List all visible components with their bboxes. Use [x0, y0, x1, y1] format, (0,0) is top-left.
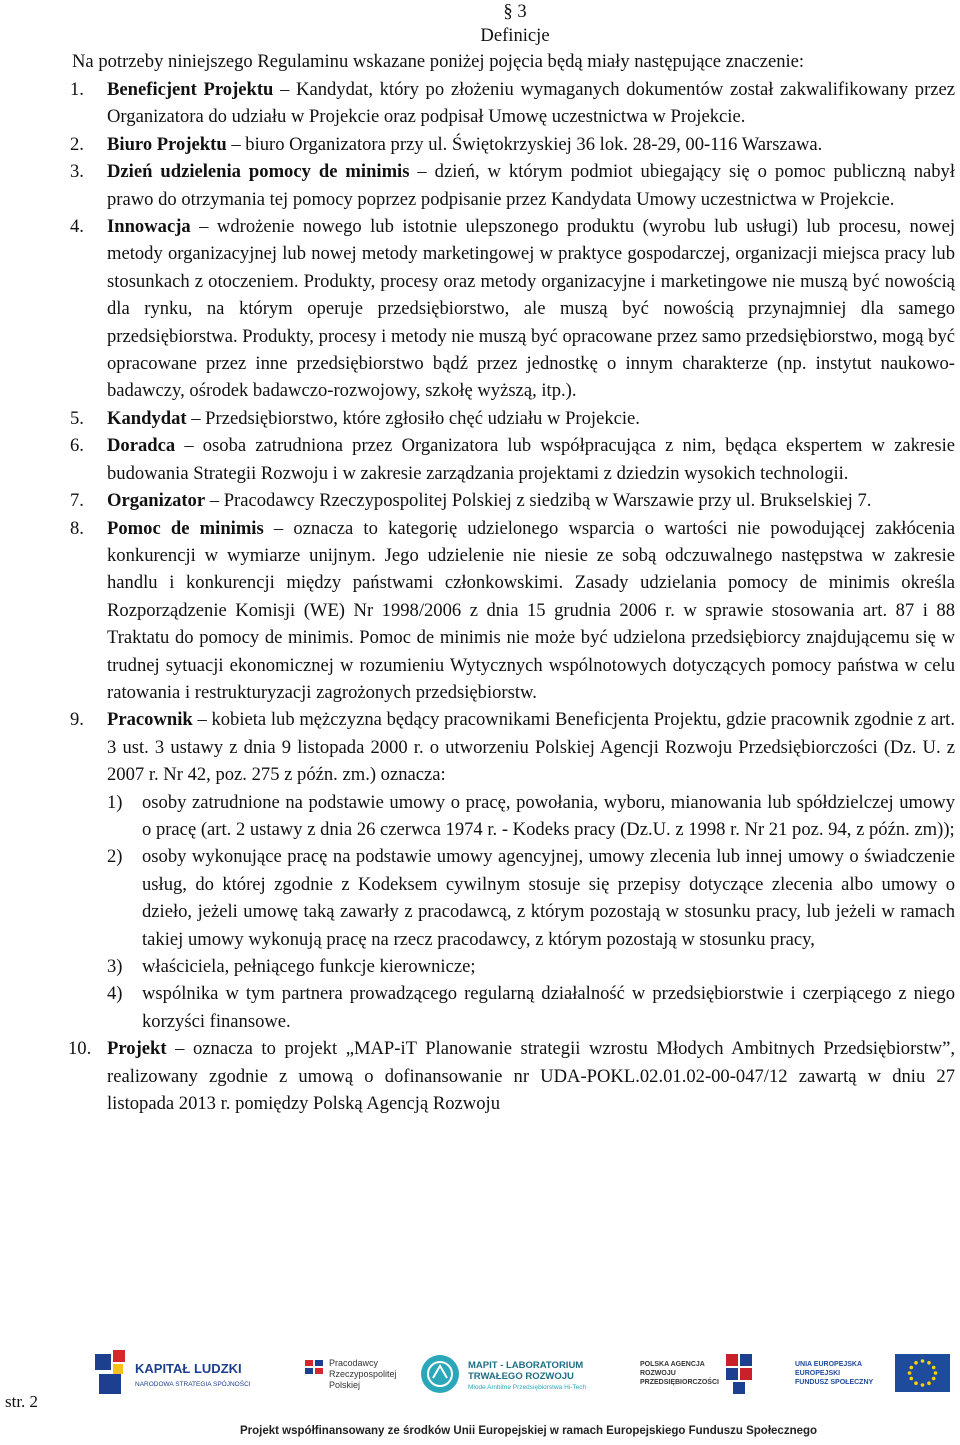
definition-text: – osoba zatrudniona przez Organizatora lub współpracująca z nim, będąca ekspertem w zakresie budowania Strategii Rozwoju i w zakresie zarządzania projektami z dziedzin wysokich technologii.: [107, 435, 955, 484]
definition-item: [70, 706, 955, 1035]
definition-term: Pomoc de minimis: [107, 517, 264, 539]
worker-categories-list: [107, 789, 955, 1036]
definition-text: – Kandydat, który po złożeniu wymaganych dokumentów został zakwalifikowany przez Organizatora do udziału w Projekcie oraz podpisał Umowę uczestnictwa w Projekcie.: [107, 79, 956, 128]
mapit-emblem-icon: [420, 1348, 630, 1403]
definition-term: Kandydat: [107, 407, 187, 429]
mapit-line1: MAPIT - LABORATORIUM: [468, 1360, 584, 1371]
definition-item: [70, 515, 955, 707]
mapit-line2: TRWAŁEGO ROZWOJU: [468, 1371, 574, 1382]
item-number: 4.: [70, 216, 84, 238]
item-number: 7.: [70, 490, 84, 512]
definition-text: – Przedsiębiorstwo, które zgłosiło chęć udziału w Projekcie.: [186, 407, 640, 429]
parp-line3: PRZEDSIĘBIORCZOŚCI: [640, 1379, 719, 1386]
section-title: Definicje: [480, 25, 550, 46]
parp-line2: ROZWOJU: [640, 1370, 676, 1377]
definition-term: Doradca: [107, 435, 176, 457]
item-number: 3): [107, 956, 123, 977]
list-item: [107, 789, 955, 844]
pracodawcy-line2: Rzeczypospolitej: [329, 1369, 397, 1379]
definition-term: Dzień udzielenia pomocy de minimis: [107, 161, 410, 183]
definition-term: Biuro Projektu: [107, 133, 227, 155]
definition-text: – Pracodawcy Rzeczypospolitej Polskiej z siedzibą w Warszawie przy ul. Brukselskiej 7.: [205, 490, 872, 512]
item-number: 4): [107, 983, 123, 1005]
list-item-text: wspólnika w tym partnera prowadzącego regularną działalność w przedsiębiorstwie i czerpiącego z niego korzyści finansowe.: [142, 983, 955, 1032]
definition-item: [70, 432, 955, 487]
item-number: 1): [107, 791, 123, 813]
definition-text: – dzień, w którym podmiot ubiegający się o pomoc publiczną nabył prawo do otrzymania tej pomocy poprzez podpisanie przez Kandydata Umowy uczestnictwa w Projekcie.: [107, 161, 956, 210]
funding-note: Projekt współfinansowany ze środków Unii Europejskiej w ramach Europejskiego Funduszu Społecznego: [240, 1425, 818, 1437]
definition-term: Pracownik: [107, 709, 193, 731]
list-item: [107, 843, 955, 953]
definition-item: [70, 213, 955, 405]
list-item: [107, 980, 955, 1035]
pracodawcy-logo: [305, 1348, 415, 1403]
definition-text: – wdrożenie nowego lub istotnie ulepszonego produktu (wyrobu lub usługi) lub procesu, nowej metody organizacyjnej lub nowej metody marketingowej w praktyce gospodarczej, organizacji miejsca pracy lub stosunkach z otoczeniem. Produkty, procesy oraz metody organizacyjne i marketingowe nie muszą być nowością dla rynku, na którym operuje przedsiębiorstwo, ale muszą być nowością przynajmniej dla samego przedsiębiorstwa. Produkty, procesy i metody nie muszą być opracowane przez samo przedsiębiorstwo, mogą być opracowane przez inne przedsiębiorstwo bądź przez jednostkę o innym charakterze (np. instytut naukowo-badawczy, ośrodek badawczo-rozwojowy, szkołę wyższą, itp.).: [107, 216, 955, 402]
definition-item: [70, 487, 955, 514]
item-number: 10.: [68, 1038, 92, 1060]
definition-text: – kobieta lub mężczyzna będący pracownikami Beneficjenta Projektu, gdzie pracownik zgodnie z art. 3 ust. 3 ustawy z dnia 9 listopada 2000 r. o utworzeniu Polskiej Agencji Rozwoju Przedsiębiorczości (Dz. U. z 2007 r. Nr 42, poz. 275 z późn. zm.) oznacza:: [107, 709, 955, 786]
pracodawcy-line1: Pracodawcy: [329, 1358, 379, 1368]
list-item-text: osoby zatrudnione na podstawie umowy o pracę, powołania, wyboru, mianowania lub spółdzielczej umowy o pracę (art. 2 ustawy z dnia 26 czerwca 1974 r. - Kodeks pracy (Dz.U. z 1998 r. Nr 21 poz. 94, z późn. zm));: [142, 791, 955, 840]
eu-line1: UNIA EUROPEJSKA: [795, 1361, 863, 1368]
definitions-list: [70, 76, 955, 1117]
definition-text: – oznacza to projekt „MAP-iT Planowanie strategii wzrostu Młodych Ambitnych Przedsiębiorstw”, realizowany zgodnie z umową o dofinansowanie nr UDA-POKL.02.01.02-00-047/12 zawartą w dniu 27 listopada 2013 r. pomiędzy Polską Agencją Rozwoju: [107, 1038, 955, 1115]
definition-term: Beneficjent Projektu: [107, 79, 274, 100]
intro-paragraph: Na potrzeby niniejszego Regulaminu wskazane poniżej pojęcia będą miały następujące znaczenie:: [72, 51, 805, 72]
definition-item: [70, 76, 955, 131]
item-number: 9.: [70, 709, 84, 731]
definition-item: [70, 158, 955, 213]
definition-text: – biuro Organizatora przy ul. Świętokrzyskiej 36 lok. 28-29, 00-116 Warszawa.: [226, 133, 823, 155]
parp-emblem-icon: [640, 1348, 780, 1403]
definition-term: Organizator: [107, 490, 206, 512]
list-item-text: osoby wykonujące pracę na podstawie umowy agencyjnej, umowy zlecenia lub innej umowy o świadczenie usług, do której zgodnie z Kodeksem cywilnym stosuje się przepisy dotyczące zlecenia albo umowy o dzieło, jeżeli umowę taką zawarły z pracodawcą, z którym pozostają w stosunku pracy, lub jeżeli w ramach takiej umowy wykonują pracę na rzecz pracodawcy, z którym pozostają w stosunku pracy,: [142, 846, 955, 950]
section-number: § 3: [503, 1, 527, 22]
item-number: 3.: [70, 161, 84, 183]
item-number: 5.: [70, 407, 84, 429]
pracodawcy-line3: Polskiej: [329, 1380, 361, 1390]
eu-line2: EUROPEJSKI: [795, 1370, 841, 1377]
definition-item: [70, 1035, 955, 1117]
parp-line1: POLSKA AGENCJA: [640, 1361, 705, 1368]
kapital-subtitle: NARODOWA STRATEGIA SPÓJNOŚCI: [135, 1381, 251, 1388]
kapital-ludzki-logo: [95, 1348, 295, 1403]
item-number: 6.: [70, 435, 84, 457]
list-item: [107, 953, 955, 980]
eu-line3: FUNDUSZ SPOŁECZNY: [795, 1379, 874, 1386]
mapit-line3: Młode Ambitne Przedsiębiorstwa Hi-Tech: [468, 1384, 587, 1391]
eu-flag-icon: [795, 1348, 955, 1403]
definition-term: Innowacja: [107, 216, 191, 238]
kapital-ludzki-emblem-icon: [95, 1348, 295, 1403]
eu-logo: [795, 1348, 955, 1403]
item-number: 2.: [70, 133, 84, 155]
kapital-title: KAPITAŁ LUDZKI: [135, 1361, 242, 1376]
pracodawcy-emblem-icon: [305, 1348, 415, 1403]
mapit-logo: [420, 1348, 630, 1403]
page-footer: [0, 1338, 960, 1437]
item-number: 2): [107, 846, 123, 868]
definition-term: Projekt: [107, 1038, 167, 1060]
list-item-text: właściciela, pełniącego funkcje kierownicze;: [142, 956, 476, 977]
definition-text: – oznacza to kategorię udzielonego wsparcia o wartości nie powodującej zakłócenia konkurencji w wymiarze unijnym. Jego udzielenie nie niesie ze sobą odczuwalnego następstwa w zakresie handlu i konkurencji między państwami członkowskimi. Zasady udzielania pomocy de minimis określa Rozporządzenie Komisji (WE) Nr 1998/2006 z dnia 15 grudnia 2006 r. w sprawie stosowania art. 87 i 88 Traktatu do pomocy de minimis. Pomoc de minimis nie może być udzielona przedsiębiorcy znajdującemu się w trudnej sytuacji ekonomicznej w rozumieniu Wytycznych wspólnotowych dotyczących pomocy państwa w celu ratowania i restrukturyzacji zagrożonych przedsiębiorstw.: [107, 517, 955, 703]
item-number: 1.: [70, 79, 84, 100]
definition-item: [70, 131, 955, 158]
item-number: 8.: [70, 517, 84, 539]
parp-logo: [640, 1348, 780, 1403]
page-number: str. 2: [5, 1392, 39, 1411]
definition-item: [70, 405, 955, 432]
